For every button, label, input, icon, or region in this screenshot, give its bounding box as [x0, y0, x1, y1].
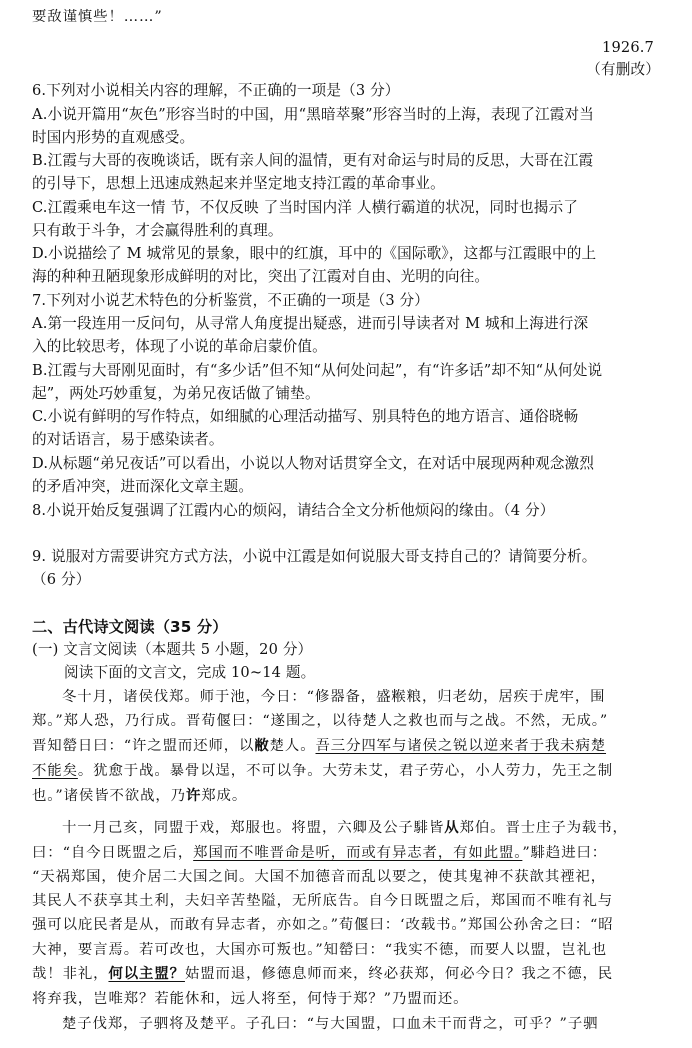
question-9-points: （6 分） — [32, 571, 91, 588]
instruction-line: 阅读下面的文言文，完成 10~14 题。 — [64, 664, 316, 681]
passage-text: 哉！非礼， — [32, 966, 109, 982]
highlighted-word: 敝 — [254, 737, 270, 754]
option-b-line: B.江霞与大哥的夜晚谈话，既有亲人间的温情，更有对命运与时局的反思，大哥在江霞 — [32, 152, 594, 169]
passage-line — [32, 785, 660, 807]
passage-text: 曰：“自今日既盟之后， — [32, 845, 194, 861]
option-b-line: B.江霞与大哥刚见面时，有“多少话”但不知“从何处问起”，有“许多话”却不知“从何处说 — [32, 362, 603, 379]
highlighted-word: 从 — [444, 819, 460, 836]
passage-line — [32, 735, 660, 757]
passage-line: 楚子伐郑，子驷将及楚平。子孔曰：“与大国盟，口血未干而背之，可乎？”子驷 — [62, 1016, 599, 1032]
option-d-line: D.从标题“弟兄夜话”可以看出，小说以人物对话贯穿全文，在对话中展现两种观念激烈 — [32, 455, 595, 472]
question-9: 9. 说服对方需要讲究方式方法，小说中江霞是如何说服大哥支持自己的？请简要分析。 — [32, 548, 597, 565]
date-line: 1926.7 — [602, 39, 654, 56]
question-8: 8.小说开始反复强调了江霞内心的烦闷，请结合全文分析他烦闷的缘由。（4 分） — [32, 502, 555, 519]
underlined-sentence: 郑国而不唯晋命是听，而或有异志者，有如此盟。 — [193, 845, 523, 861]
passage-line: 将弃我，岂唯郑？若能休和，远人将至，何恃于郑？”乃盟而还。 — [32, 991, 469, 1007]
passage-text: 也。”诸侯皆不欲战，乃 — [32, 788, 186, 804]
passage-text: 晋知罃日曰：“许之盟而还师，以 — [32, 738, 255, 754]
highlighted-word: 许 — [185, 787, 202, 804]
passage-line: 强可以庇民者是从，而敢有异志者，亦如之。”荀偃曰：‘改载书。”郑国公孙舍之曰：“昭 — [32, 917, 614, 933]
passage-text: 十一月己亥，同盟于戏，郑服也。将盟，六卿及公子騑皆 — [62, 820, 445, 836]
option-d-line: 海的种种丑陋现象形成鲜明的对比，突出了江霞对自由、光明的向往。 — [32, 268, 490, 285]
passage-line: 大神，要言焉。若可改也，大国亦可叛也。”知罃曰：“我实不德，而要人以盟，岂礼也 — [32, 942, 608, 958]
passage-text: 姑盟而退，修德息师而来，终必获郑，何必今日？我之不德，民 — [184, 966, 614, 982]
underlined-sentence: 何以主盟？ — [108, 965, 185, 982]
question-7: 7.下列对小说艺术特色的分析鉴赏，不正确的一项是（3 分） — [32, 292, 430, 309]
option-b-line: 起”，两处巧妙重复，为弟兄夜话做了铺垫。 — [32, 385, 320, 402]
passage-line — [32, 842, 660, 864]
option-a-line: 时国内形势的直观感受。 — [32, 129, 195, 146]
question-6: 6.下列对小说相关内容的理解，不正确的一项是（3 分） — [32, 82, 400, 99]
option-c-line: 只有敢于斗争，才会赢得胜利的真理。 — [32, 222, 283, 239]
passage-line: “天祸郑国，使介居二大国之间。大国不加德音而乱以要之，使其鬼神不获歆其禋祀， — [32, 869, 607, 885]
option-c-line: C.小说有鲜明的写作特点，如细腻的心理活动描写、别具特色的地方语言、通俗晓畅 — [32, 408, 579, 425]
passage-line — [32, 963, 660, 985]
passage-line: 冬十月，诸侯伐郑。师于池，今日：“修器备，盛糇粮，归老幼，居疾于虎牢，围 — [62, 689, 606, 705]
passage-text: 楚人。 — [269, 738, 316, 754]
passage-line — [62, 817, 690, 839]
source-note: （有删改） — [586, 61, 660, 78]
text-line: 要敌谨慎些！……” — [32, 9, 163, 25]
passage-line — [32, 760, 660, 782]
section-heading: 二、古代诗文阅读（35 分） — [32, 618, 228, 636]
option-c-line: C.江霞乘电车这一情 节，不仅反映 了当时国内洋 人横行霸道的状况，同时也揭示了 — [32, 199, 578, 216]
passage-line: 郑。”郑人恐，乃行成。晋荀偃曰：“遂围之，以待楚人之救也而与之战。不然，无成。” — [32, 713, 609, 729]
option-a-line: 入的比较思考，体现了小说的革命启蒙价值。 — [32, 338, 327, 355]
subsection-heading: (一) 文言文阅读（本题共 5 小题，20 分） — [32, 641, 313, 658]
option-a-line: A.第一段连用一反问句，从寻常人角度提出疑惑，进而引导读者对 M 城和上海进行深 — [32, 315, 589, 332]
option-d-line: D.小说描绘了 M 城常见的景象，眼中的红旗，耳中的《国际歌》，这都与江霞眼中的上 — [32, 245, 597, 262]
underlined-sentence: 吾三分四军与诸侯之锐以逆来者于我未病楚 — [315, 738, 607, 754]
option-c-line: 的对话语言，易于感染读者。 — [32, 431, 224, 448]
option-d-line: 的矛盾冲突，进而深化文章主题。 — [32, 478, 254, 495]
passage-text: 郑成。 — [201, 788, 248, 804]
passage-text: ”騑趋进曰： — [522, 845, 608, 861]
option-b-line: 的引导下，思想上迅速成熟起来并坚定地支持江霞的革命事业。 — [32, 175, 445, 192]
passage-text: 郑伯。晋士庄子为载书， — [459, 820, 628, 836]
option-a-line: A.小说开篇用“灰色”形容当时的中国，用“黑暗萃聚”形容当时的上海，表现了江霞对当 — [32, 106, 594, 123]
passage-text: 。犹愈于战。暴骨以逞，不可以争。大劳未艾，君子劳心，小人劳力，先王之制 — [77, 763, 614, 779]
underlined-sentence: 不能矣 — [32, 763, 78, 779]
passage-line: 其民人不获享其土利，夫妇辛苦垫隘，无所底告。自今日既盟之后，郑国而不唯有礼与 — [32, 893, 614, 909]
